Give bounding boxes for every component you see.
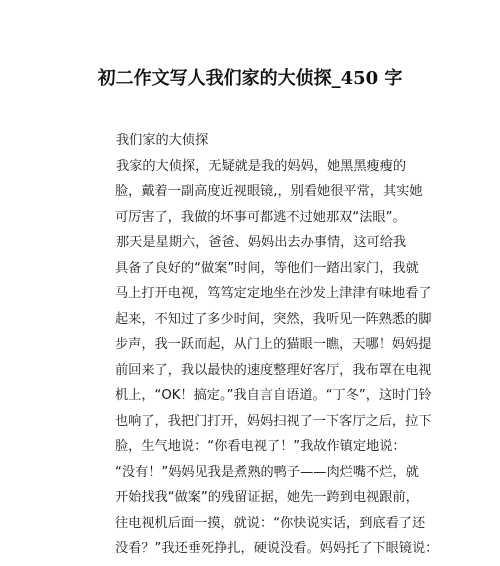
document-body (115, 128, 439, 562)
document-title: 初二作文写人我们家的大侦探_450 字 (97, 68, 403, 89)
paragraph-line: 脸，戴着一副高度近视眼镜,，别看她很平常，其实她 (115, 184, 423, 199)
paragraph-line: 我家的大侦探，无疑就是我的妈妈，她黑黑瘦瘦的 (116, 158, 407, 174)
paragraph-line: 起来，不知过了多少时间，突然，我听见一阵熟悉的脚 (115, 311, 432, 327)
paragraph-line: “没有！”妈妈见我是煮熟的鸭子——肉烂嘴不烂，就 (115, 464, 419, 480)
paragraph-line: 步声，我一跃而起，从门上的猫眼一瞧，天哪！妈妈提 (115, 337, 432, 352)
paragraph-line: 脸，生气地说：“你看电视了！”我故作镇定地说： (115, 439, 406, 454)
paragraph-line: 可厉害了，我做的坏事可都逃不过她那双“法眼”。 (115, 209, 406, 225)
essay-heading: 我们家的大侦探 (116, 133, 209, 148)
paragraph-line: 没看？”我还垂死挣扎，硬说没看。妈妈托了下眼镜说： (115, 541, 439, 556)
paragraph-line: 马上打开电视，笃笃定定地坐在沙发上津津有味地看了 (115, 286, 432, 301)
paragraph-line: 前回来了，我以最快的速度整理好客厅，我布罩在电视 (115, 362, 432, 378)
paragraph-line: 机上，“OK！搞定。”我自言自语道。“丁冬”，这时门铃 (115, 388, 432, 403)
paragraph-line: 开始找我“做案”的残留证据，她先一跨到电视跟前， (115, 490, 419, 505)
paragraph-line: 那天是星期六，爸爸、妈妈出去办事情，这可给我 (116, 235, 407, 250)
paragraph-line: 往电视机后面一摸，就说：“你快说实话，到底看了还 (115, 515, 426, 531)
paragraph-line: 具备了良好的“做案”时间，等他们一踏出家门，我就 (115, 260, 419, 276)
paragraph-line: 也响了，我把门打开，妈妈扫视了一下客厅之后，拉下 (115, 413, 432, 429)
